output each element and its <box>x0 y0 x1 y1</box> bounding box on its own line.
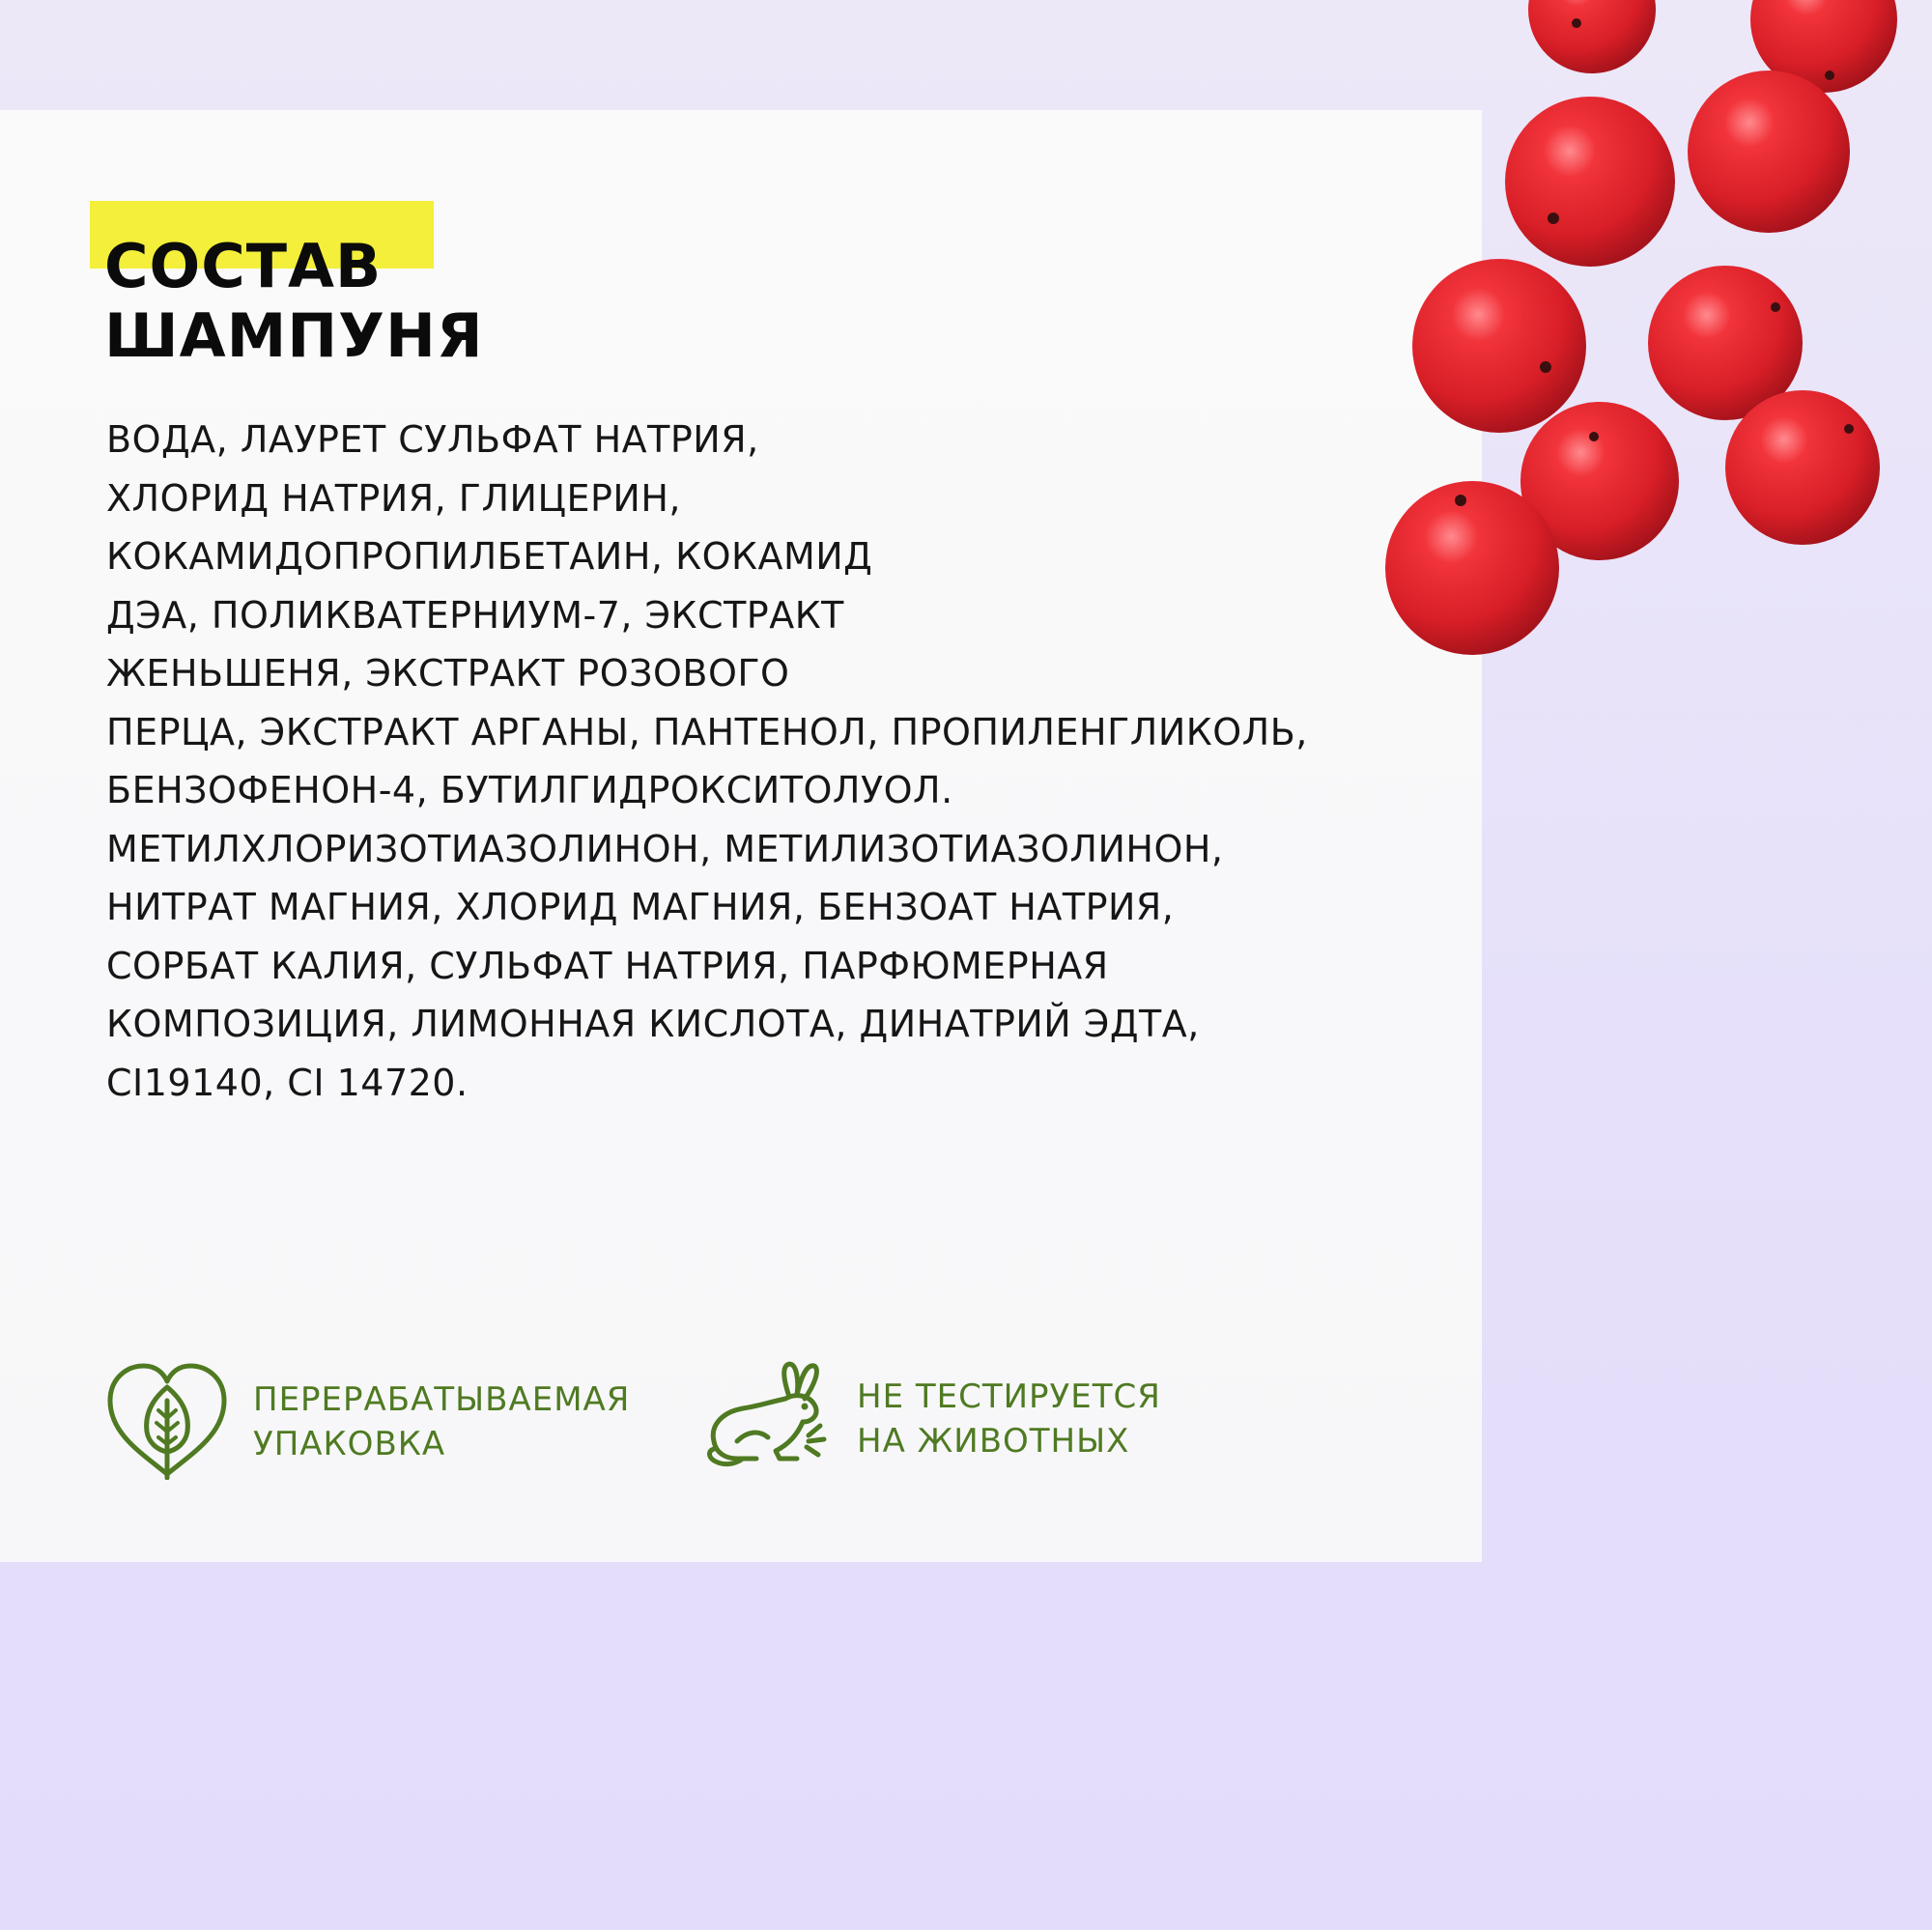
ingredient-line: ЖЕНЬШЕНЯ, ЭКСТРАКТ РОЗОВОГО <box>106 652 790 695</box>
ingredient-line: CI19140, CI 14720. <box>106 1061 469 1104</box>
ingredient-line: КОМПОЗИЦИЯ, ЛИМОННАЯ КИСЛОТА, ДИНАТРИЙ ЭДТА, <box>106 1003 1200 1045</box>
not-tested-label <box>857 1375 1161 1463</box>
berry <box>1688 71 1850 233</box>
not-tested-line-1: НЕ ТЕСТИРУЕТСЯ <box>857 1377 1161 1416</box>
ingredient-line: НИТРАТ МАГНИЯ, ХЛОРИД МАГНИЯ, БЕНЗОАТ НАТРИЯ, <box>106 886 1175 928</box>
ingredient-line: ХЛОРИД НАТРИЯ, ГЛИЦЕРИН, <box>106 476 681 520</box>
berry <box>1385 481 1559 655</box>
ingredient-line: МЕТИЛХЛОРИЗОТИАЗОЛИНОН, МЕТИЛИЗОТИАЗОЛИНОН, <box>106 827 1224 870</box>
recyclable-packaging-badge <box>102 1358 630 1485</box>
title-line-1: СОСТАВ <box>104 231 383 301</box>
recyclable-packaging-label <box>253 1377 630 1466</box>
heart-leaf-icon <box>102 1358 232 1485</box>
ingredient-line: ПЕРЦА, ЭКСТРАКТ АРГАНЫ, ПАНТЕНОЛ, ПРОПИЛЕНГЛИКОЛЬ, <box>106 710 1308 753</box>
ingredients-list <box>106 411 1459 1112</box>
page-title <box>104 232 484 371</box>
ingredient-line: ДЭА, ПОЛИКВАТЕРНИУМ-7, ЭКСТРАКТ <box>106 593 844 637</box>
not-tested-line-2: НА ЖИВОТНЫХ <box>857 1421 1130 1461</box>
ingredient-line: ВОДА, ЛАУРЕТ СУЛЬФАТ НАТРИЯ, <box>106 418 759 461</box>
recyclable-line-2: УПАКОВКА <box>253 1424 446 1463</box>
berry <box>1725 390 1880 545</box>
rabbit-icon <box>700 1358 836 1479</box>
berry <box>1528 0 1656 73</box>
pink-pepper-berries-image <box>1372 0 1932 676</box>
ingredient-line: БЕНЗОФЕНОН-4, БУТИЛГИДРОКСИТОЛУОЛ. <box>106 769 953 811</box>
recyclable-line-1: ПЕРЕРАБАТЫВАЕМАЯ <box>253 1379 631 1419</box>
ingredient-line: СОРБАТ КАЛИЯ, СУЛЬФАТ НАТРИЯ, ПАРФЮМЕРНАЯ <box>106 944 1109 987</box>
title-line-2: ШАМПУНЯ <box>104 300 484 371</box>
not-tested-on-animals-badge <box>700 1358 1161 1479</box>
berry <box>1505 97 1675 267</box>
berry <box>1412 259 1586 433</box>
ingredient-line: КОКАМИДОПРОПИЛБЕТАИН, КОКАМИД <box>106 535 873 578</box>
